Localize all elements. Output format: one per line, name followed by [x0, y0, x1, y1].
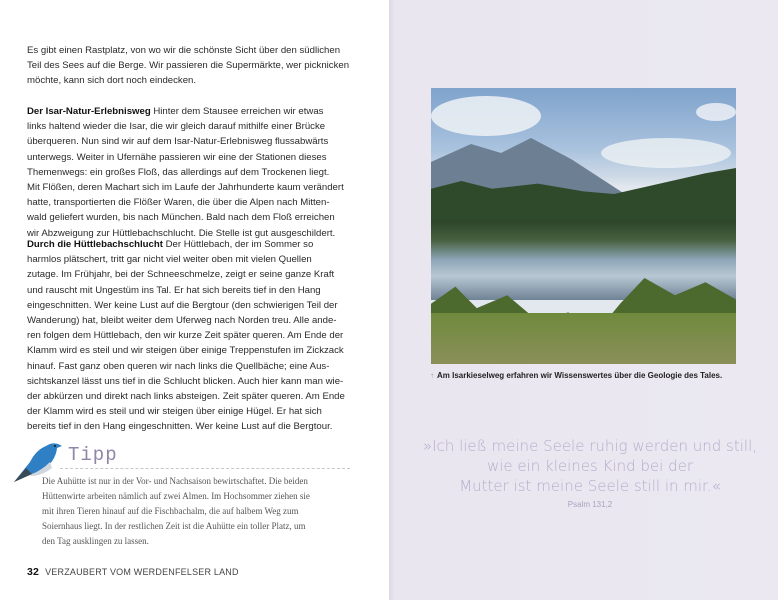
- text-line: eingeschnitten. Wer keine Lust auf die Bergtour (den schwierigen Teil der: [27, 299, 338, 311]
- tipp-text: [42, 474, 310, 549]
- text-line: wald geliefert wurden, bis nach München. Bald nach dem Floß erreichen: [27, 212, 335, 224]
- text-line: ren folgen dem Hüttlebach, den wir kurze Zeit später queren. Am Ende der: [27, 330, 344, 342]
- paragraph-1: [27, 43, 349, 89]
- quote-line: »Ich ließ meine Seele ruhig werden und still,: [422, 437, 758, 455]
- text-line: Klamm wird es steil und wir steigen über einige Treppenstufen im Zickzack: [27, 345, 344, 357]
- page-number: 32: [27, 566, 40, 578]
- tipp-divider: [60, 468, 350, 469]
- text-line: Hüttenwirte arbeiten nämlich auf zwei Almen. Im Hochsommer ziehen sie: [42, 491, 310, 501]
- quote-line: wie ein kleines Kind bei der: [486, 457, 694, 475]
- text-line: hatte, transportierten die Flößer Waren, die über die Alpen nach Mitten-: [27, 197, 330, 209]
- text-line: Die Auhütte ist nur in der Vor- und Nachsaison bewirtschaftet. Die beiden: [42, 476, 308, 486]
- text-line: harmlos plätschert, tritt gar nicht viel weiter oben mit vielen Quellen: [27, 254, 312, 266]
- text-line: und rauscht mit Ungestüm ins Tal. Er hat sich bereits tief in den Hang: [27, 284, 321, 296]
- text-line: links haltend wieder die Isar, die wir gleich darauf mithilfe einer Brücke: [27, 121, 326, 133]
- text-line: der abkürzen und direkt nach links absteigen. Zeit später queren. Am Ende: [27, 391, 345, 403]
- text-line: Wanderung) hat, bleibt weiter dem Uferweg nach Norden treu. Alle ande-: [27, 315, 337, 327]
- text-line: der Klamm wird es steil und wir steigen über einige Hügel. Er hat sich: [27, 406, 322, 418]
- page-footer: [27, 566, 239, 578]
- text-line: bereits tief in den Hang eingeschnitten. Wer keine Lust auf die Bergtour.: [27, 421, 333, 433]
- paragraph-heading: Der Isar-Natur-Erlebnisweg: [27, 106, 151, 117]
- text-line: Mit Flößen, deren Machart sich im Laufe der Jahrhunderte kaum verändert: [27, 182, 344, 194]
- text-line: Es gibt einen Rastplatz, von wo wir die schönste Sicht über den südlichen: [27, 45, 341, 56]
- text-line: Themenwegs: ein großes Floß, das allerdings auf dem Trockenen liegt.: [27, 166, 330, 178]
- caption-text: Am Isarkieselweg erfahren wir Wissenswertes über die Geologie des Tales.: [437, 371, 723, 380]
- quote-line: Mutter ist meine Seele still in mir.«: [459, 477, 721, 495]
- text-line: Soiernhaus liegt. In der restlichen Zeit ist die Auhütte ein toller Platz, um: [42, 521, 306, 531]
- text-line: wir Abzweigung zur Hüttlebachschlucht. Die Stelle ist gut ausgeschildert.: [27, 227, 336, 239]
- arrow-up-icon: ↑: [430, 371, 434, 380]
- photo-caption: [430, 371, 725, 380]
- text-line: mit ihren Tieren hinauf auf die Fischbachalm, die auf halbem Weg zum: [42, 506, 299, 516]
- lake-photo: [431, 88, 736, 364]
- paragraph-huettlebachschlucht: [27, 237, 345, 435]
- text-line: den Tag ausklingen zu lassen.: [42, 536, 149, 546]
- paragraph-heading: Durch die Hüttlebachschlucht: [27, 239, 163, 250]
- quote-source: Psalm 131,2: [567, 500, 613, 509]
- text-line: möchte, kann sich dort noch eindecken.: [27, 75, 197, 87]
- text-line: überqueren. Nun sind wir auf dem Isar-Natur-Erlebnisweg flussabwärts: [27, 136, 329, 148]
- text-line: sichtskanzel lässt uns tief in die Schlucht blicken. Auch hier kann man wie-: [27, 375, 344, 387]
- psalm-quote: [400, 436, 778, 496]
- chapter-title: VERZAUBERT VOM WERDENFELSER LAND: [45, 567, 239, 577]
- text-line: unterwegs. Weiter in Ufernähe passieren wir eine der Stationen dieses: [27, 151, 327, 163]
- text-line: Hinter dem Stausee erreichen wir etwas: [150, 106, 324, 117]
- text-line: Der Hüttlebach, der im Sommer so: [162, 239, 314, 250]
- text-line: zutage. Im Frühjahr, bei der Schneeschmelze, zeigt er seine ganze Kraft: [27, 269, 335, 281]
- paragraph-isar-natur-erlebnisweg: [27, 104, 344, 241]
- text-line: hinauf. Fast ganz oben queren wir nach links die Quellbäche; eine Aus-: [27, 360, 330, 372]
- text-line: Teil des Sees auf die Berge. Wir passieren die Supermärkte, wer picknicken: [27, 60, 350, 72]
- tipp-title: Tipp: [68, 444, 118, 466]
